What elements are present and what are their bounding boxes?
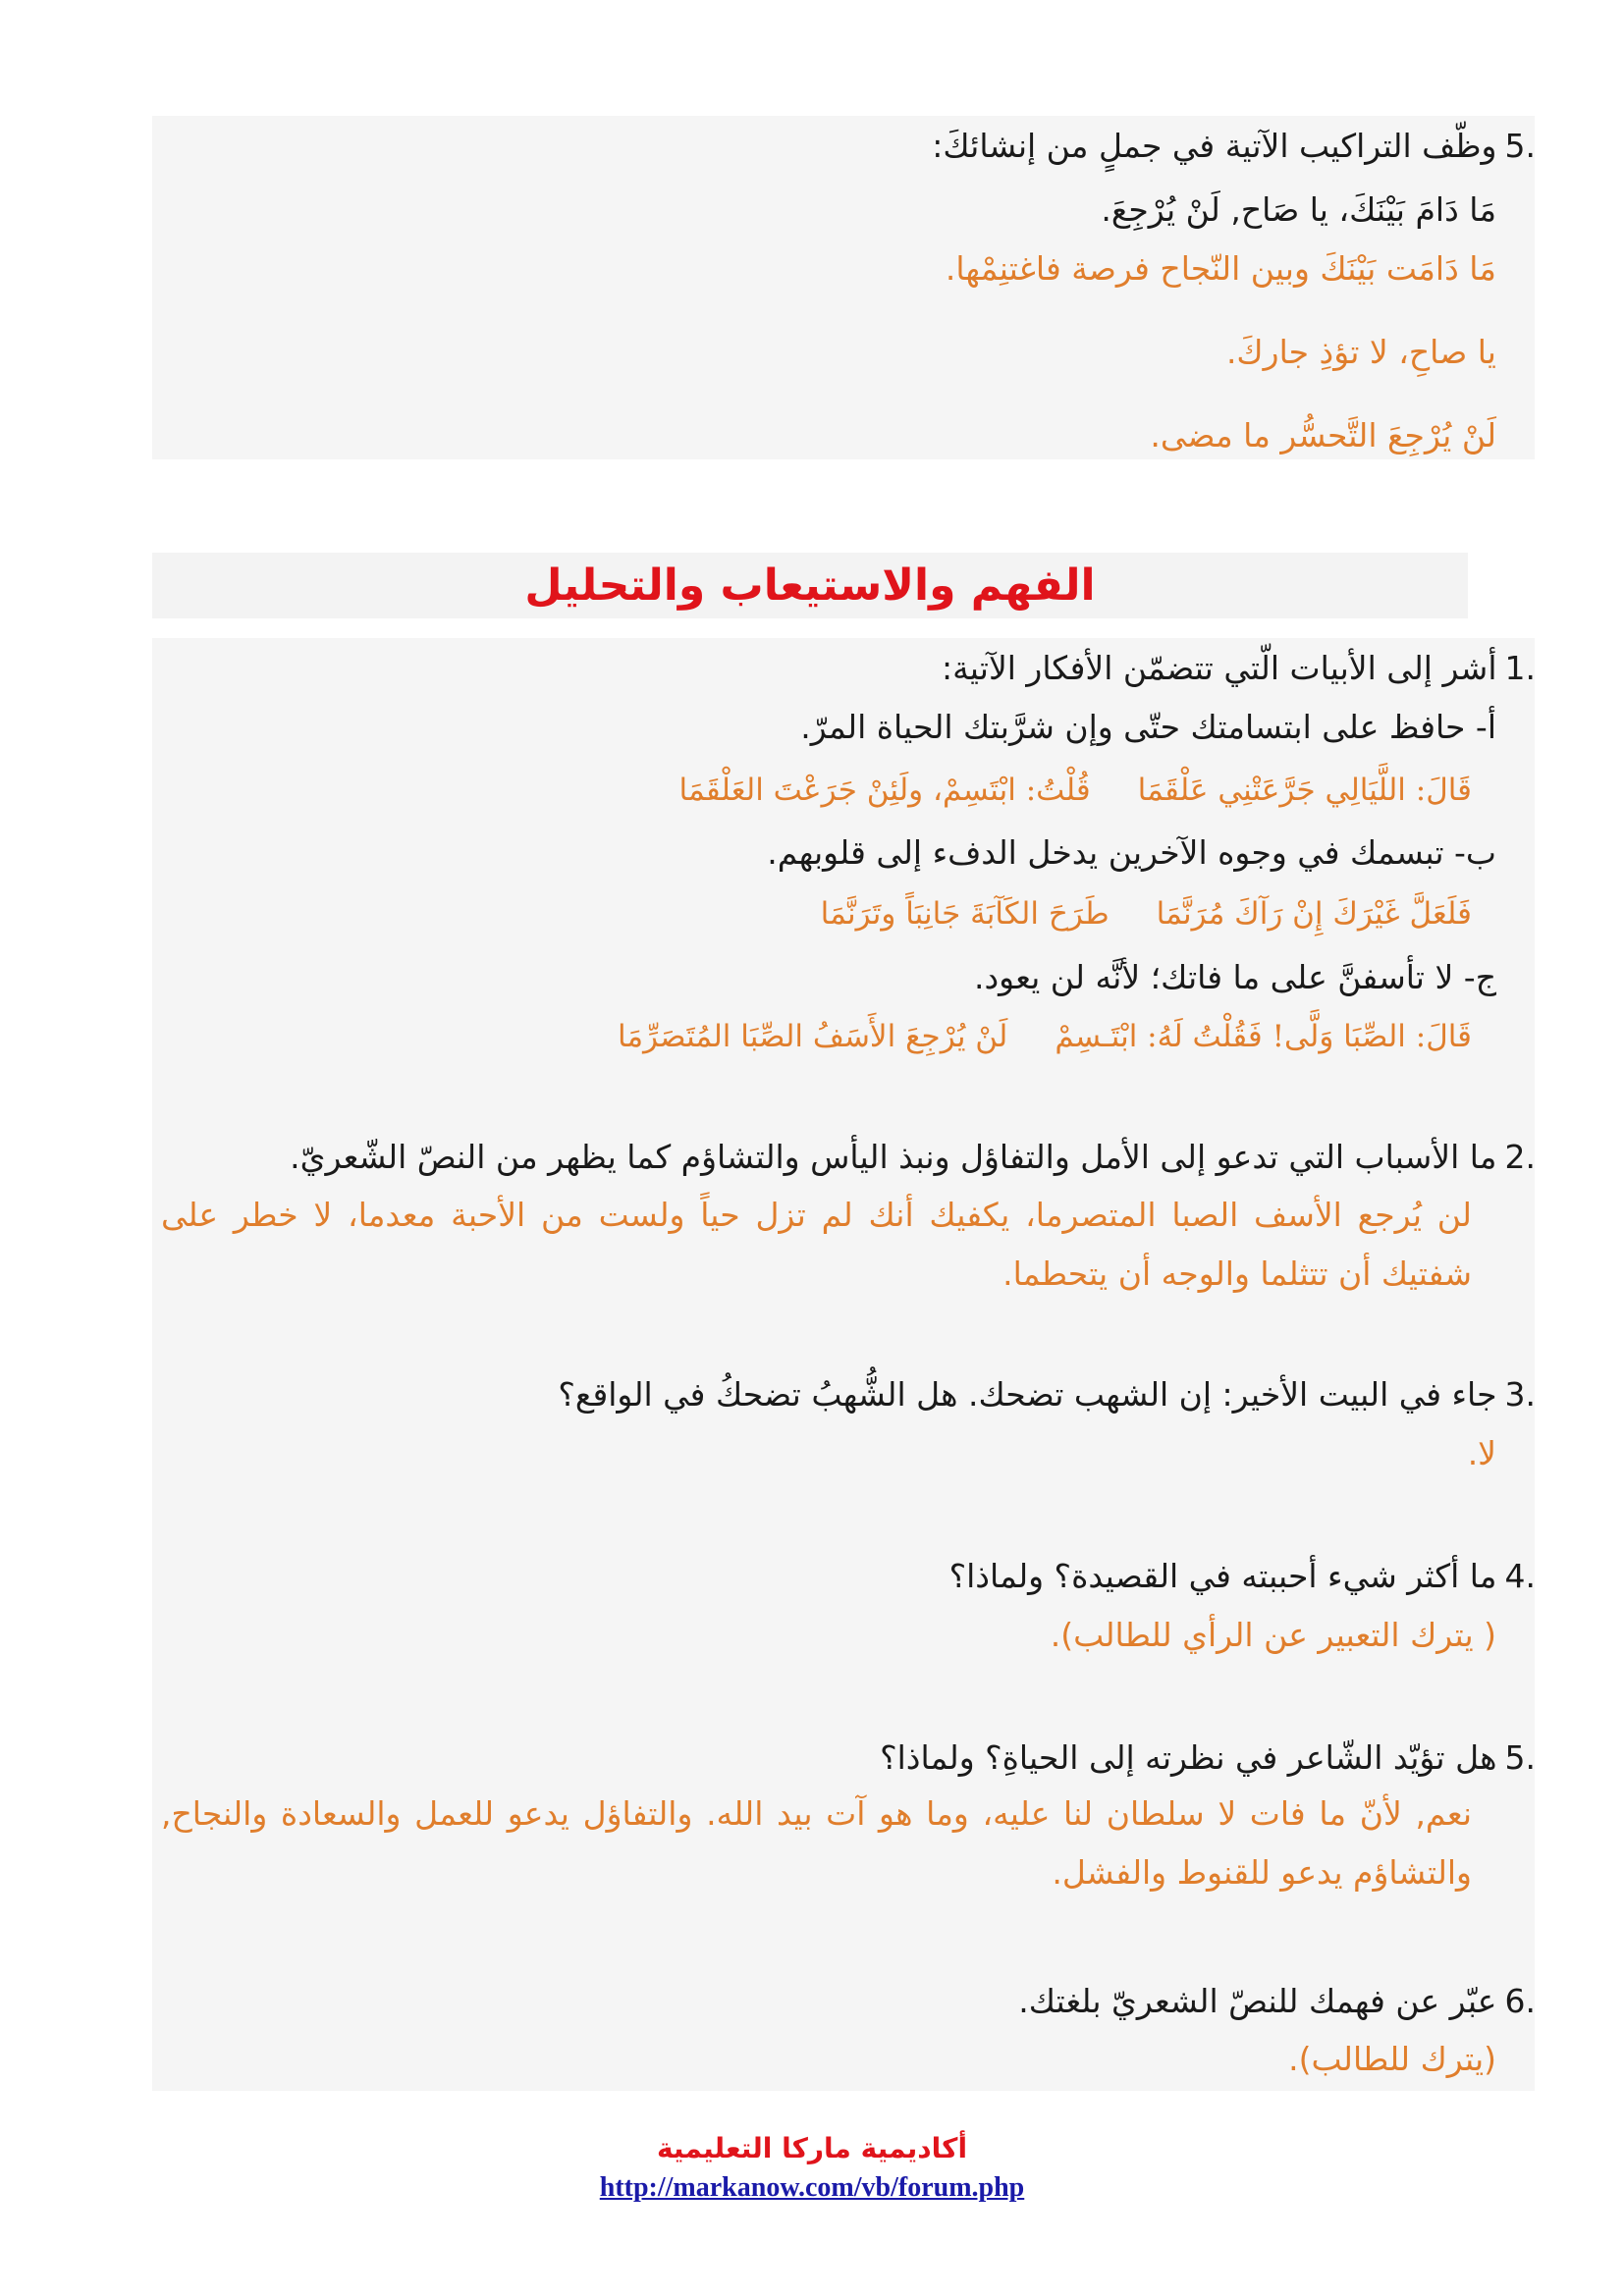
question-5-heading — [932, 126, 1536, 167]
question-2-answer: لن يُرجع الأسف الصبا المتصرما، يكفيك أنك لم تزل حياً ولست من الأحبة معدما، لا خطر على شفتيك أن تتثلما والوجه أن يتحطما. — [161, 1196, 1472, 1293]
idea-c: ج- لا تأسفنَّ على ما فاتك؛ لأنَّه لن يعود. — [973, 958, 1496, 996]
question-3-heading — [558, 1374, 1536, 1415]
verse-first-hemistich: فَلَعَلَّ غَيْرَكَ إِنْ رَآكَ مُرَنَّمَا — [1156, 896, 1472, 932]
question-text: أشر إلى الأبيات الّتي تتضمّن الأفكار الآتية: — [941, 649, 1497, 687]
verse-first-hemistich: قَالَ: الصِّبَا وَلَّى! فَقُلْتُ لَهُ: ابْتَـسِمْ — [1055, 1019, 1472, 1054]
answer-line: مَا دَامَت بَيْنَكَ وبين النّجاح فرصة فاغتنِمْها. — [945, 249, 1496, 288]
question-text: جاء في البيت الأخير: إن الشهب تضحك. هل الشُّهبُ تضحكُ في الواقع؟ — [558, 1375, 1497, 1414]
verse-second-hemistich: طَرَحَ الكَآبَةَ جَانِبَاً وتَرَنَّمَا — [820, 896, 1110, 932]
question-4-answer: ( يترك التعبير عن الرأي للطالب). — [1050, 1616, 1496, 1654]
question-4-heading — [949, 1556, 1536, 1597]
verse-b — [821, 893, 1472, 934]
question-6-heading — [1018, 1981, 1536, 2022]
idea-b: ب- تبسمك في وجوه الآخرين يدخل الدفء إلى قلوبهم. — [767, 833, 1496, 872]
question-5b-heading — [880, 1737, 1536, 1779]
section-title: الفهم والاستيعاب والتحليل — [524, 561, 1096, 611]
question-5-prompt: مَا دَامَ بَيْنَكَ، يا صَاح, لَنْ يُرْجِعَ. — [1101, 190, 1496, 229]
question-3-answer: لا. — [1467, 1434, 1496, 1472]
question-5b-answer: نعم, لأنّ ما فات لا سلطان لنا عليه، وما هو آت بيد الله. والتفاؤل يدعو للعمل والسعادة والنجاح, والتشاؤم يدعو للقنوط والفشل. — [161, 1794, 1472, 1892]
question-number: .4 — [1504, 1557, 1536, 1595]
question-number: .2 — [1504, 1138, 1536, 1176]
question-text: ما الأسباب التي تدعو إلى الأمل والتفاؤل ونبذ اليأس والتشاؤم كما يظهر من النصّ الشّعريّ. — [290, 1138, 1497, 1176]
question-text: عبّر عن فهمك للنصّ الشعريّ بلغتك. — [1018, 1982, 1497, 2020]
verse-second-hemistich: قُلْتُ: ابْتَسِمْ، ولَئِنْ جَرَعْتَ العَلْقَمَا — [678, 773, 1091, 808]
verse-second-hemistich: لَنْ يُرْجِعَ الأَسَفُ الصِّبَا المُتَصَرِّمَا — [618, 1019, 1008, 1054]
question-number: .5 — [1504, 127, 1536, 165]
idea-a: أ- حافظ على ابتسامتك حتّى وإن شرَّبتك الحياة المرّ. — [800, 708, 1496, 746]
question-text: وظّف التراكيب الآتية في جملٍ من إنشائكَ: — [932, 127, 1497, 165]
footer-forum-link[interactable]: http://markanow.com/vb/forum.php — [599, 2172, 1025, 2203]
verse-c — [618, 1016, 1472, 1057]
question-6-answer: (يترك للطالب). — [1288, 2040, 1496, 2078]
verse-first-hemistich: قَالَ: اللَّيَالِي جَرَّعَتْنِي عَلْقَمَا — [1137, 773, 1472, 808]
answer-line: لَنْ يُرْجِعَ التَّحسُّر ما مضى. — [1150, 416, 1496, 454]
footer-academy-name: أكاديمية ماركا التعليمية — [656, 2132, 968, 2164]
question-number: .1 — [1504, 649, 1536, 687]
question-text: ما أكثر شيء أحببته في القصيدة؟ ولماذا؟ — [948, 1557, 1497, 1595]
question-number: .5 — [1504, 1738, 1536, 1777]
question-number: .3 — [1504, 1375, 1536, 1414]
question-number: .6 — [1504, 1982, 1536, 2020]
question-text: هل تؤيّد الشّاعر في نظرته إلى الحياةِ؟ ولماذا؟ — [880, 1738, 1497, 1777]
verse-a — [679, 770, 1473, 811]
question-2-heading — [290, 1137, 1536, 1178]
answer-line: يا صاحِ، لا تؤذِ جاركَ. — [1225, 333, 1496, 371]
question-1-heading — [942, 648, 1536, 689]
